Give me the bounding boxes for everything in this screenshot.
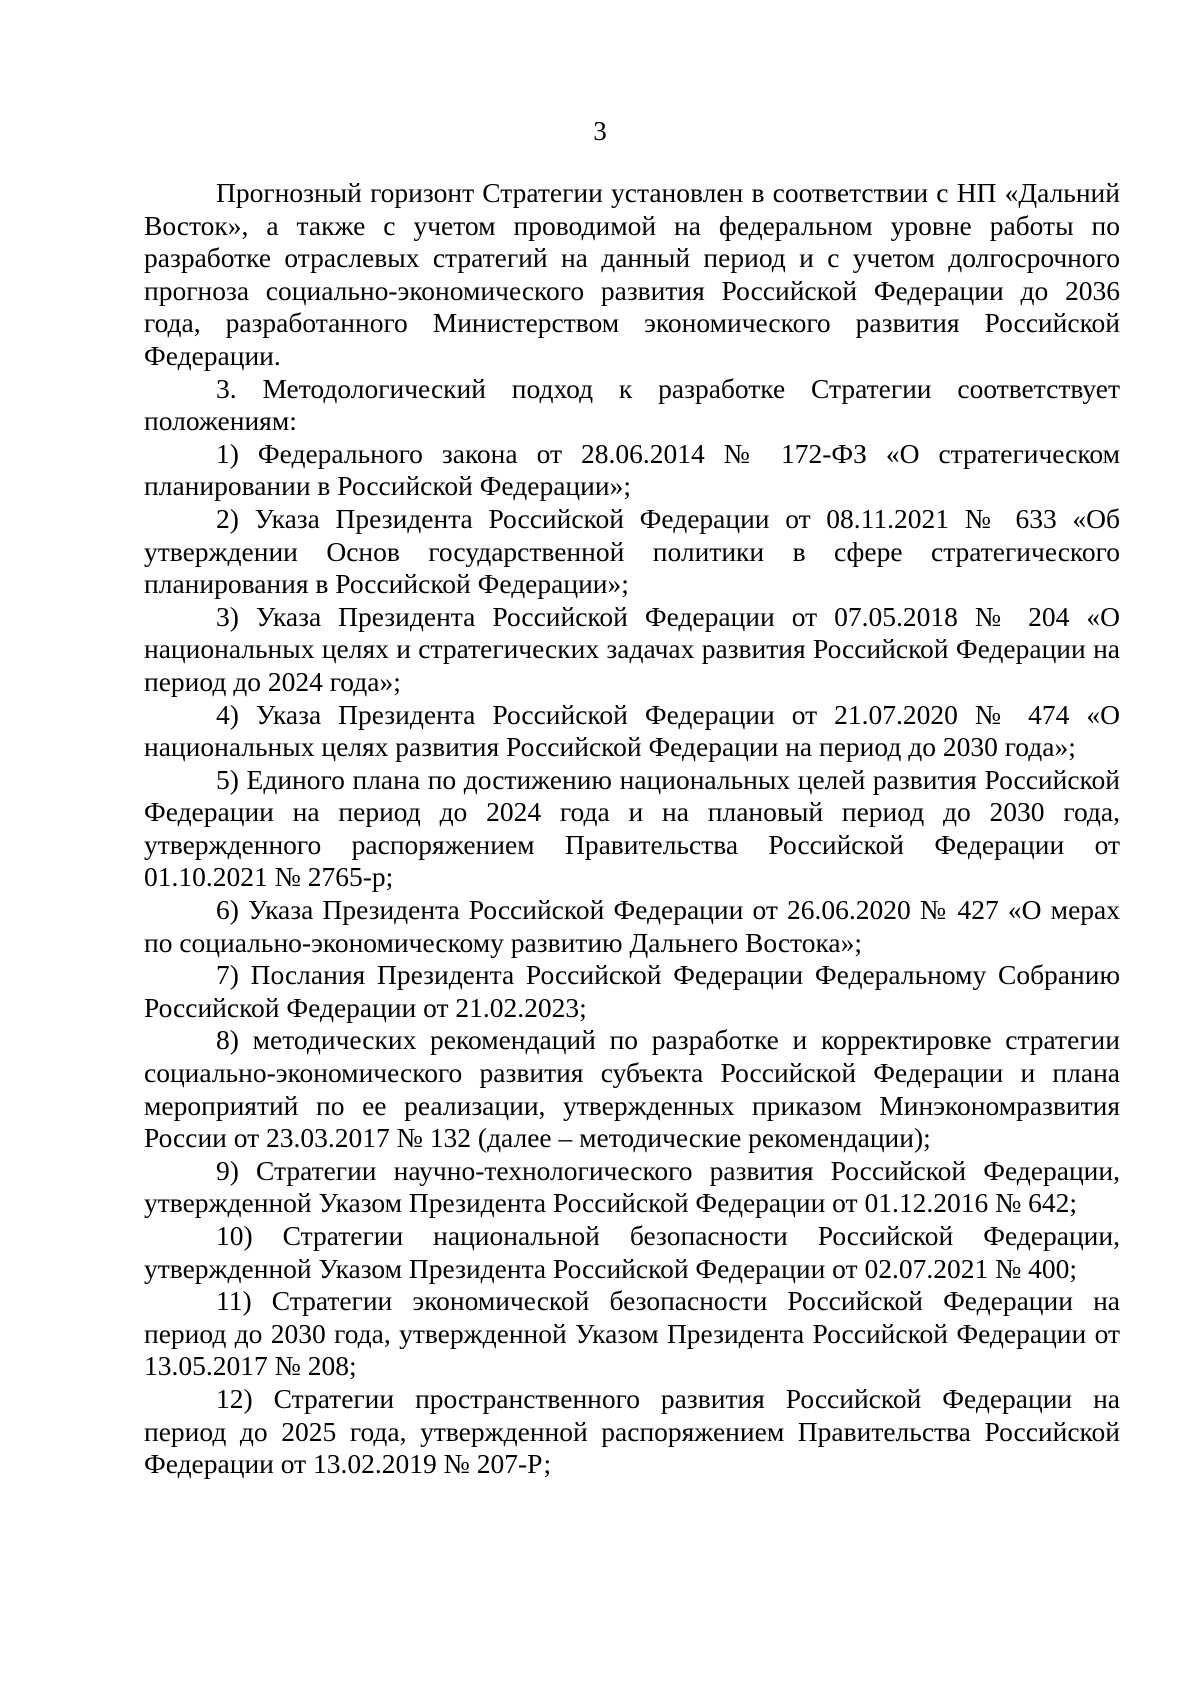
list-item-12: 12) Стратегии пространственного развития Российской Федерации на период до 2025 года, утвержденной распоряжением Правительства Российской Федерации от 13.02.2019 № 207-Р;	[144, 1382, 1120, 1480]
list-item-10: 10) Стратегии национальной безопасности Российской Федерации, утвержденной Указом Президента Российской Федерации от 02.07.2021 № 400;	[144, 1220, 1120, 1284]
list-item-5: 5) Единого плана по достижению национальных целей развития Российской Федерации на период до 2024 года и на плановый период до 2030 года, утвержденного распоряжением Правительства Российской Федерации от 01.10.2021 № 2765-р;	[144, 763, 1120, 893]
paragraph-forecast-horizon: Прогнозный горизонт Стратегии установлен в соответствии с НП «Дальний Восток», а также с учетом проводимой на федеральном уровне работы по разработке отраслевых стратегий на данный период и с учетом долгосрочного прогноза социально-экономического развития Российской Федерации до 2036 года, разработанного Министерством экономического развития Российской Федерации.	[144, 177, 1120, 371]
list-item-4: 4) Указа Президента Российской Федерации от 21.07.2020 № 474 «О национальных целях развития Российской Федерации на период до 2030 года»;	[144, 698, 1120, 763]
list-item-1: 1) Федерального закона от 28.06.2014 № 172-ФЗ «О стратегическом планировании в Российской Федерации»;	[144, 437, 1120, 502]
list-item-2: 2) Указа Президента Российской Федерации от 08.11.2021 № 633 «Об утверждении Основ государственной политики в сфере стратегического планирования в Российской Федерации»;	[144, 502, 1120, 600]
list-item-8: 8) методических рекомендаций по разработке и корректировке стратегии социально-экономического развития субъекта Российской Федерации и плана мероприятий по ее реализации, утвержденных приказом Минэкономразвития России от 23.03.2017 № 132 (далее – методические рекомендации);	[144, 1024, 1120, 1154]
paragraph-methodology: 3. Методологический подход к разработке Стратегии соответствует положениям:	[144, 372, 1120, 437]
list-item-6: 6) Указа Президента Российской Федерации от 26.06.2020 № 427 «О мерах по социально-экономическому развитию Дальнего Востока»;	[144, 894, 1120, 958]
list-item-11: 11) Стратегии экономической безопасности Российской Федерации на период до 2030 года, утвержденной Указом Президента Российской Федерации от 13.05.2017 № 208;	[144, 1285, 1120, 1382]
page-number: 3	[593, 116, 607, 146]
document-body	[144, 177, 1120, 1481]
list-item-9: 9) Стратегии научно-технологического развития Российской Федерации, утвержденной Указом Президента Российской Федерации от 01.12.2016 № 642;	[144, 1154, 1120, 1219]
list-item-7: 7) Послания Президента Российской Федерации Федеральному Собранию Российской Федерации от 21.02.2023;	[144, 959, 1120, 1023]
list-item-3: 3) Указа Президента Российской Федерации от 07.05.2018 № 204 «О национальных целях и стратегических задачах развития Российской Федерации на период до 2024 года»;	[144, 600, 1120, 697]
